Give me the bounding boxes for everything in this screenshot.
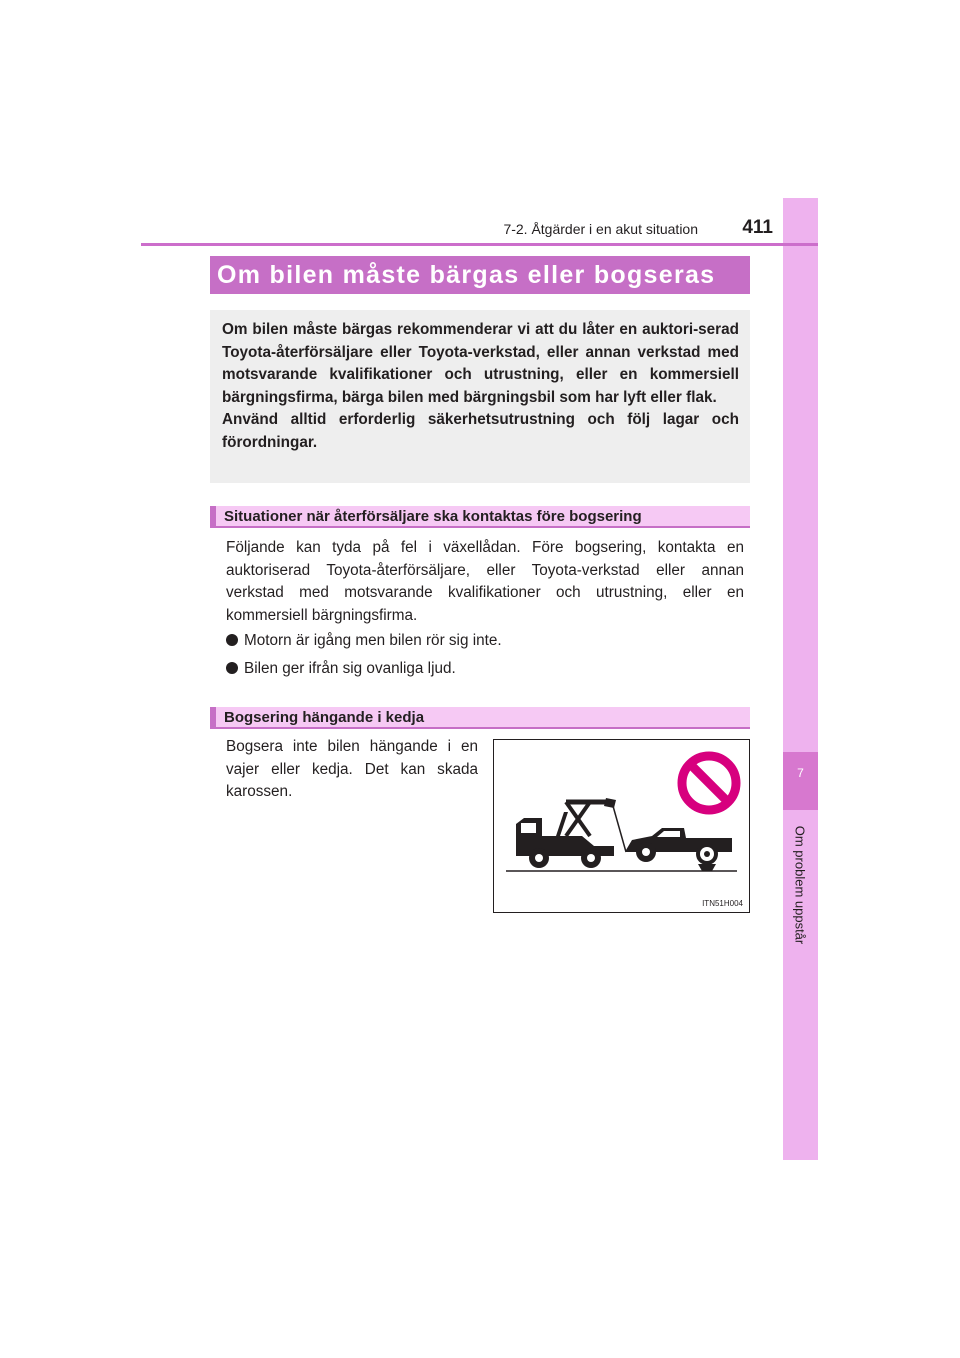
header-rule (141, 243, 818, 246)
bullet-text-1: Motorn är igång men bilen rör sig inte. (244, 632, 502, 649)
header-section-title: 7-2. Åtgärder i en akut situation (503, 221, 698, 237)
section-heading-dealer-contact: Situationer när återförsäljare ska kontaktas före bogsering (210, 506, 750, 528)
side-chapter-number: 7 (797, 766, 804, 780)
side-tab-strip (783, 198, 818, 1160)
bullet-text-2: Bilen ger ifrån sig ovanliga ljud. (244, 660, 456, 677)
bullet-dot-icon (226, 634, 238, 646)
boom-tip (604, 798, 616, 808)
prohibited-slash (690, 764, 728, 802)
intro-paragraph-1: Om bilen måste bärgas rekommenderar vi att du låter en auktori-serad Toyota-återförsäljare eller Toyota-verkstad, eller annan verkstad med motsvarande kvalifikationer och utrustning, eller en kommersiell bärgningsfirma, bärga bilen med bärgningsbil som har lyft eller flak. (222, 321, 739, 406)
bullet-dot-icon (226, 662, 238, 674)
prohibited-icon (682, 756, 736, 810)
intro-paragraph-2: Använd alltid erforderlig säkerhetsutrustning och följ lagar och förordningar. (222, 411, 739, 451)
section-heading-chain-towing: Bogsering hängande i kedja (210, 707, 750, 729)
figure-code: ITN51H004 (702, 899, 743, 908)
page-number: 411 (742, 217, 773, 238)
bullet-item-1 (226, 630, 502, 652)
section-body-dealer-contact: Följande kan tyda på fel i växellådan. Före bogsering, kontakta en auktoriserad Toyota-återförsäljare, eller Toyota-verkstad eller annan verkstad med motsvarande kvalifikationer och utrustning, eller en kommersiell bärgningsfirma. (226, 539, 744, 624)
side-chapter-marker (783, 752, 818, 810)
tow-truck-prohibited-illustration (494, 740, 749, 912)
tow-truck-icon (516, 798, 626, 868)
tow-truck-window (521, 823, 536, 833)
towed-car-icon (626, 828, 732, 871)
side-chapter-title: Om problem uppstår (792, 825, 808, 945)
dolly-icon (698, 864, 716, 871)
section-body-chain-towing: Bogsera inte bilen hängande i en vajer eller kedja. Det kan skada karossen. (226, 738, 478, 800)
tow-chain (613, 806, 626, 852)
bullet-item-2 (226, 658, 456, 680)
chain-towing-illustration (493, 739, 750, 913)
page-title: Om bilen måste bärgas eller bogseras (210, 256, 750, 294)
intro-box (210, 310, 750, 483)
